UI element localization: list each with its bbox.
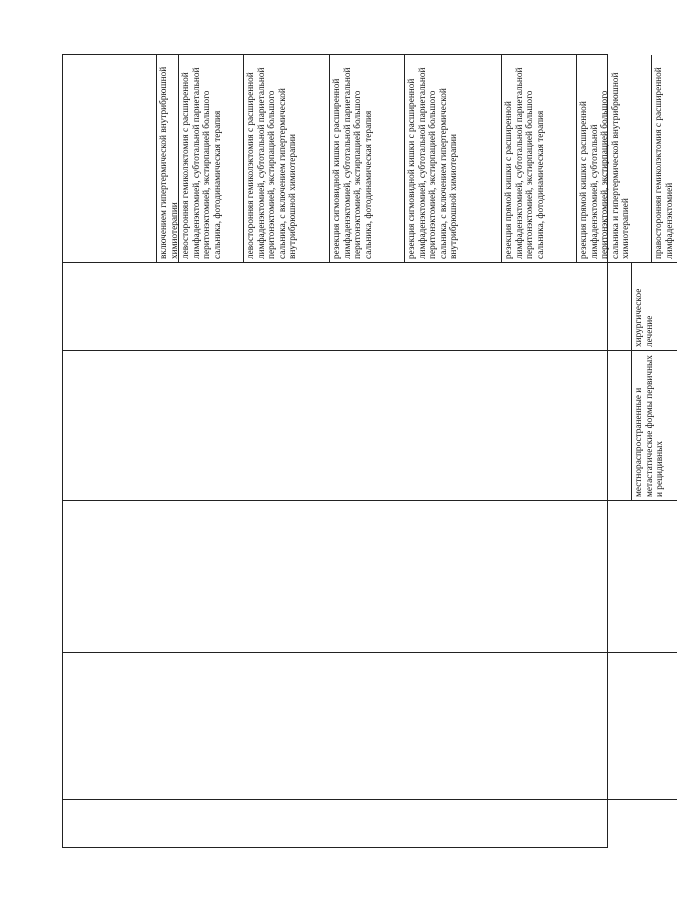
col-method	[63, 55, 677, 262]
method-item: левосторонняя гемиколэктомия с расширенной лимфаденэктомией, субтотальной париетальной перитонэктомией, экстирпацией большого сальника, фотодинамическая терапия	[179, 55, 244, 262]
col-name	[63, 652, 677, 799]
cell-empty	[63, 55, 157, 262]
method-item: резекция прямой кишки с расширенной лимфаденэктомией, субтотальной перитонэктомией, экстирпацией большого сальника и гипертермической внутрибрюшной химиотерапией	[577, 55, 652, 262]
cell-empty	[63, 653, 677, 799]
method-item: включением гипертермической внутрибрюшной химиотерапии	[157, 55, 179, 262]
method-item: резекция прямой кишки с расширенной лимфаденэктомией, субтотальной париетальной перитонэктомией, экстирпацией большого сальника, фотодинамическая терапия	[502, 55, 577, 262]
col-treatment-type	[63, 262, 677, 350]
cell-condition: местнораспространенные и метастатические формы первичных и рецидивных	[634, 355, 666, 497]
col-condition	[63, 350, 677, 500]
cell-empty	[63, 800, 677, 847]
rotated-table	[62, 54, 675, 848]
col-code	[63, 500, 677, 652]
cell-empty	[63, 263, 632, 350]
table-body	[63, 55, 677, 847]
cell-empty	[63, 351, 632, 500]
col-number	[63, 799, 677, 847]
cell-treatment-type: хирургическое лечение	[634, 288, 655, 347]
cell-empty	[63, 501, 677, 652]
method-item: правосторонняя гемиколэктомия с расширенной лимфаденэктомией	[654, 67, 675, 259]
method-item: резекция сигмовидной кишки с расширенной лимфаденэктомией, субтотальной париетальной перитонэктомией, экстирпацией большого сальника, фотодинамическая терапия	[330, 55, 405, 262]
method-item: резекция сигмовидной кишки с расширенной лимфаденэктомией, субтотальной париетальной перитонэктомией, экстирпацией большого сальника, с включением гипертермической внутрибрюшной химиотерапии	[405, 55, 502, 262]
method-item: левосторонняя гемиколэктомия с расширенной лимфаденэктомией, субтотальной париетальной перитонэктомией, экстирпацией большого сальника, с включением гипертермической внутрибрюшной химиотерапии	[244, 55, 330, 262]
